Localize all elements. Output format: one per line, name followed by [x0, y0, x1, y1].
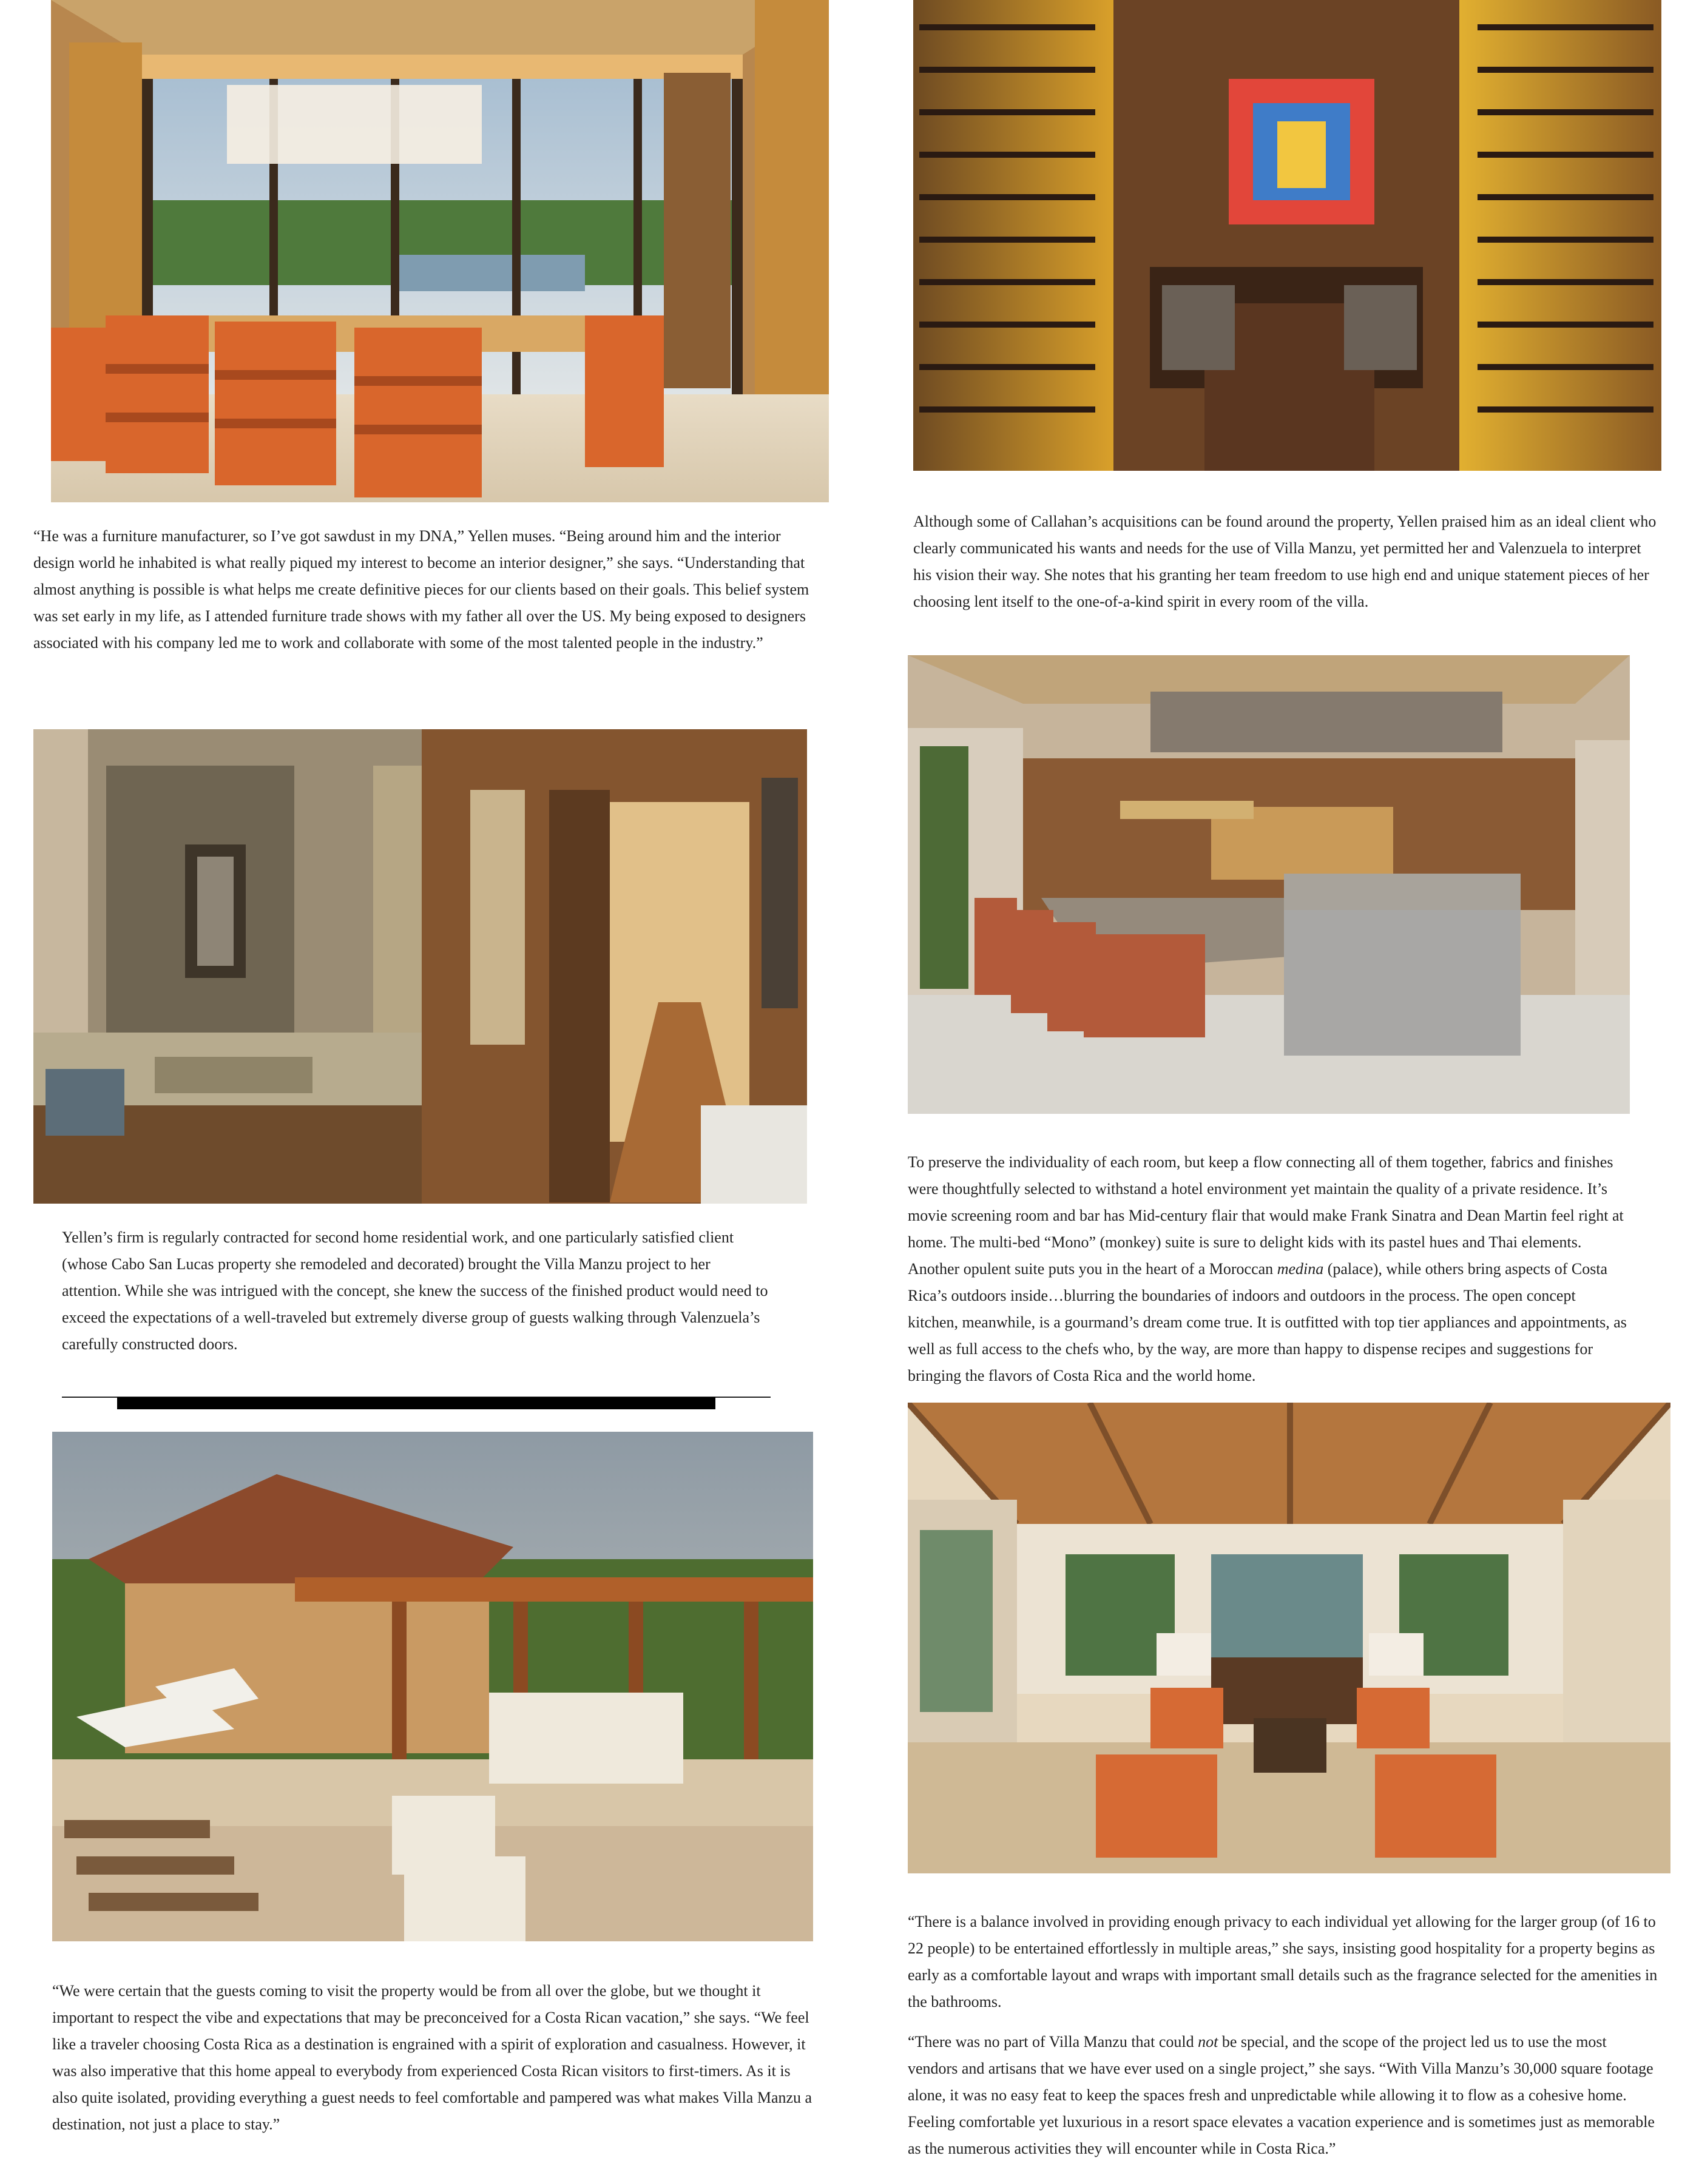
left-text-block-1 — [33, 523, 816, 656]
photo-bathroom — [33, 729, 807, 1204]
emphasis-text: medina — [1277, 1260, 1324, 1278]
photo-kitchen — [908, 655, 1630, 1114]
photo-wine-cellar — [913, 0, 1661, 471]
photo-dining-room — [51, 0, 829, 502]
paragraph-text: (palace), while others bring aspects of Costa Rica’s outdoors inside…blurring the boundaries of indoors and outdoors in the process. The open concept kitchen, meanwhile, is a gourmand’s dream come true. It is outfitted with top tier appliances and appointments, as well as full access to the chefs who, by the way, are more than happy to dispense recipes and suggestions for bringing the flavors of Costa Rica and the world home. — [908, 1260, 1627, 1384]
paragraph: Although some of Callahan’s acquisitions can be found around the property, Yellen praised him as an ideal client who clearly communicated his wants and needs for the use of Villa Manzu, yet permitted her and Valenzuela to interpret his vision their way. She notes that his granting her team freedom to use high end and unique statement pieces of her choosing lent itself to the one-of-a-kind spirit in every room of the villa. — [913, 513, 1657, 610]
paragraph: Yellen’s firm is regularly contracted for second home residential work, and one particularly satisfied client (whose Cabo San Lucas property she remodeled and decorated) brought the Villa Manzu project to her attention. While she was intrigued with the concept, she knew the success of the finished product would need to exceed the expectations of a well-traveled but extremely diverse group of guests walking through Valenzuela’s carefully constructed doors. — [62, 1228, 768, 1353]
emphasis-text: not — [1198, 2033, 1218, 2051]
paragraph: “We were certain that the guests coming to visit the property would be from all over the globe, but we thought it important to respect the vibe and expectations that may be preconceived for a Costa Rican vacation,” she says. “We feel like a traveler choosing Costa Rica as a destination is engrained with a spirit of exploration and casualness. However, it was also imperative that this home appeal to everybody from experienced Costa Rican visitors to first-timers. As it is also quite isolated, providing everything a guest needs to feel comfortable and pampered was what makes Villa Manzu a destination, not just a place to stay.” — [52, 1982, 812, 2133]
paragraph-text: be special, and the scope of the project led us to use the most vendors and artisans that we have ever used on a single project,” she says. “With Villa Manzu’s 30,000 square footage alone, it was no easy feat to keep the spaces fresh and unpredictable while allowing it to flow as a cohesive home. Feeling comfortable yet luxurious in a resort space elevates a vacation experience and is sometimes just as memorable as the numerous activities they will encounter while in Costa Rica.” — [908, 2033, 1655, 2157]
paragraph — [908, 2029, 1660, 2162]
paragraph: “There is a balance involved in providing enough privacy to each individual yet allowing for the larger group (of 16 to 22 people) to be entertained effortlessly in multiple areas,” she says, insisting good hospitality for a property begins as early as a comfortable layout and wraps with important small details such as the fragrance selected for the amenities in the bathrooms. — [908, 1913, 1658, 2010]
paragraph-text: “There was no part of Villa Manzu that could — [908, 2033, 1198, 2051]
right-text-block-3 — [908, 1909, 1660, 2162]
right-text-block-2 — [908, 1149, 1630, 1389]
left-text-block-3 — [52, 1978, 813, 2138]
left-text-block-2 — [62, 1224, 771, 1358]
divider-bar — [117, 1397, 715, 1409]
right-text-block-1 — [913, 508, 1661, 615]
paragraph — [908, 1149, 1630, 1389]
paragraph: “He was a furniture manufacturer, so I’ve got sawdust in my DNA,” Yellen muses. “Being around him and the interior design world he inhabited is what really piqued my interest to become an interior designer,” she says. “Understanding that almost anything is possible is what helps me create definitive pieces for our clients based on their goals. This belief system was set early in my life, as I attended furniture trade shows with my father all over the US. My being exposed to designers associated with his company led me to work and collaborate with some of the most talented people in the industry.” — [33, 527, 809, 652]
photo-terrace — [52, 1432, 813, 1941]
photo-living-room — [908, 1403, 1670, 1873]
paragraph-text: To preserve the individuality of each room, but keep a flow connecting all of them together, fabrics and finishes were thoughtfully selected to withstand a hotel environment yet maintain the quality of a private residence. It’s movie screening room and bar has Mid-century flair that would make Frank Sinatra and Dean Martin feel right at home. The multi-bed “Mono” (monkey) suite is sure to delight kids with its pastel hues and Thai elements. Another opulent suite puts you in the heart of a Moroccan — [908, 1153, 1624, 1278]
